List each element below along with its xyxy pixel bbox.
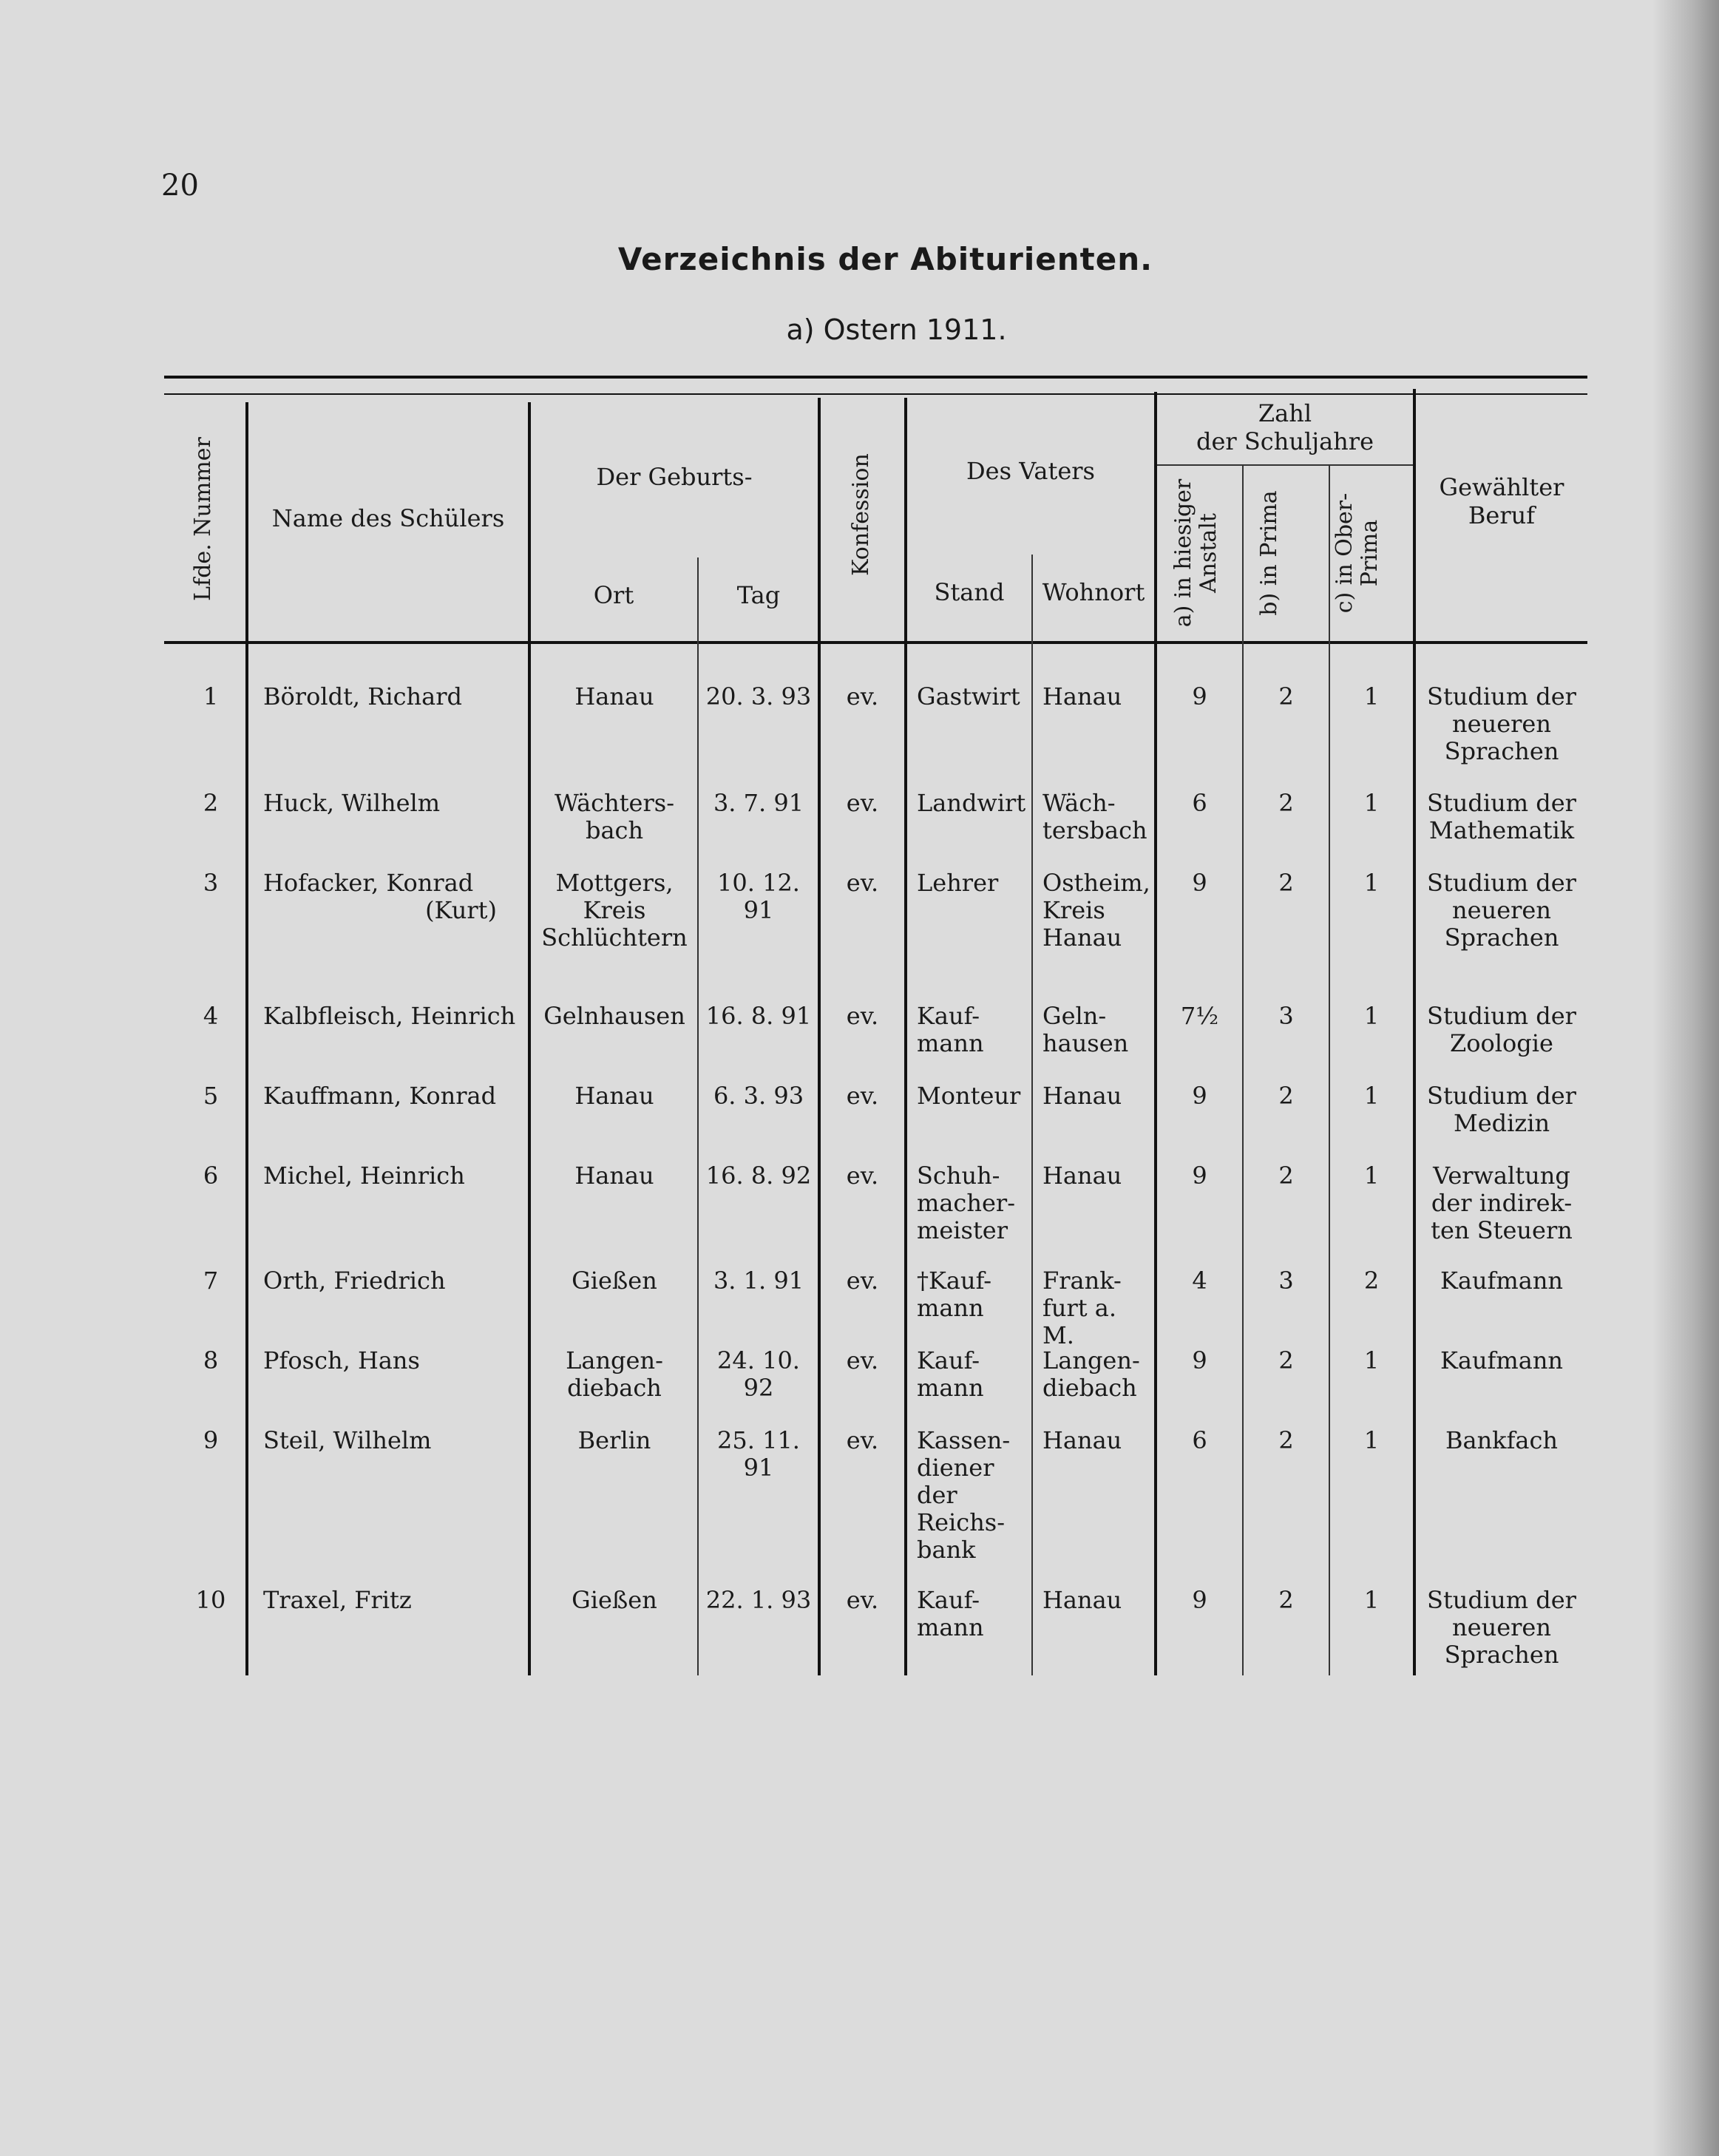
column-line	[245, 402, 248, 1675]
row-number: 1	[203, 682, 219, 711]
column-line	[1154, 392, 1157, 1675]
birth-date: 16. 8. 91	[705, 1002, 812, 1030]
father-residence: Hanau	[1042, 1586, 1122, 1614]
confession: ev.	[846, 869, 879, 897]
chosen-career: Studium der Zoologie	[1427, 1002, 1576, 1057]
birth-date: 20. 3. 93	[705, 682, 812, 711]
row-number: 6	[203, 1162, 219, 1190]
birth-date: 16. 8. 92	[705, 1162, 812, 1190]
father-residence: Hanau	[1042, 682, 1122, 711]
years-oberprima: 1	[1363, 1346, 1380, 1374]
years-prima: 2	[1278, 1426, 1294, 1454]
chosen-career: Kaufmann	[1440, 1346, 1564, 1374]
column-line	[697, 557, 699, 1675]
father-occupation: Gastwirt	[917, 682, 1020, 711]
years-prima: 2	[1278, 869, 1294, 897]
years-institution: 9	[1192, 1162, 1207, 1190]
father-occupation: †Kauf- mann	[917, 1267, 992, 1322]
birth-place: Wächters- bach	[554, 789, 675, 844]
father-residence: Hanau	[1042, 1082, 1122, 1110]
father-occupation: Kauf- mann	[917, 1346, 984, 1402]
student-name: Kalbfleisch, Heinrich	[263, 1002, 516, 1030]
father-occupation: Kauf- mann	[917, 1586, 984, 1641]
row-number: 4	[203, 1002, 219, 1030]
years-prima: 2	[1278, 1082, 1294, 1110]
years-institution: 9	[1192, 1082, 1207, 1110]
confession: ev.	[846, 1346, 879, 1374]
years-oberprima: 1	[1363, 1082, 1380, 1110]
column-line	[1329, 466, 1330, 1675]
years-prima: 2	[1278, 1346, 1294, 1374]
row-number: 3	[203, 869, 219, 897]
years-oberprima: 1	[1363, 1426, 1380, 1454]
student-name-line: (Kurt)	[425, 896, 497, 924]
years-institution: 9	[1192, 1346, 1207, 1374]
birth-place: Hanau	[574, 1082, 654, 1110]
father-occupation: Monteur	[917, 1082, 1021, 1110]
row-number: 8	[203, 1346, 219, 1374]
table-top-rule-thin	[164, 393, 1587, 395]
student-name: Orth, Friedrich	[263, 1267, 446, 1295]
header-konfession: Konfession	[848, 453, 874, 576]
confession: ev.	[846, 1082, 879, 1110]
section-subtitle: a) Ostern 1911.	[786, 313, 1007, 346]
birth-place: Langen- diebach	[566, 1346, 663, 1402]
student-name: Steil, Wilhelm	[263, 1426, 432, 1454]
header-zahl: Zahl der Schuljahre	[1196, 399, 1374, 455]
years-oberprima: 1	[1363, 682, 1380, 711]
father-residence: Hanau	[1042, 1426, 1122, 1454]
father-occupation: Lehrer	[917, 869, 999, 897]
birth-date: 25. 11. 91	[717, 1426, 800, 1482]
page-number: 20	[161, 169, 199, 203]
years-institution: 4	[1192, 1267, 1207, 1295]
header-lfd-nummer: Lfde. Nummer	[190, 437, 216, 601]
chosen-career: Studium der neueren Sprachen	[1427, 869, 1576, 952]
confession: ev.	[846, 1426, 879, 1454]
confession: ev.	[846, 682, 879, 711]
father-residence: Wäch- tersbach	[1042, 789, 1147, 844]
father-residence: Ostheim, Kreis Hanau	[1042, 869, 1150, 952]
row-number: 7	[203, 1267, 219, 1295]
chosen-career: Bankfach	[1445, 1426, 1559, 1454]
header-prima: b) in Prima	[1256, 490, 1282, 616]
years-oberprima: 1	[1363, 1002, 1380, 1030]
student-name: Traxel, Fritz	[263, 1586, 412, 1614]
birth-date: 3. 1. 91	[713, 1267, 804, 1295]
years-institution: 6	[1192, 1426, 1207, 1454]
years-institution: 7½	[1180, 1002, 1219, 1030]
birth-place: Gelnhausen	[543, 1002, 685, 1030]
years-oberprima: 1	[1363, 869, 1380, 897]
row-number: 2	[203, 789, 219, 817]
chosen-career: Studium der neueren Sprachen	[1427, 1586, 1576, 1669]
header-oberprima: c) in Ober- Prima	[1332, 492, 1383, 614]
years-institution: 6	[1192, 789, 1207, 817]
years-prima: 3	[1278, 1267, 1294, 1295]
father-residence: Langen- diebach	[1042, 1346, 1140, 1402]
confession: ev.	[846, 1586, 879, 1614]
chosen-career: Kaufmann	[1440, 1267, 1564, 1295]
header-name: Name des Schülers	[271, 504, 505, 532]
student-name: Huck, Wilhelm	[263, 789, 441, 817]
father-residence: Geln- hausen	[1042, 1002, 1129, 1057]
birth-date: 22. 1. 93	[705, 1586, 812, 1614]
student-name-line: Hofacker, Konrad	[263, 869, 474, 897]
confession: ev.	[846, 1162, 879, 1190]
birth-date: 24. 10. 92	[717, 1346, 800, 1402]
chosen-career: Studium der neueren Sprachen	[1427, 682, 1576, 765]
birth-place: Berlin	[577, 1426, 651, 1454]
column-line	[1242, 466, 1244, 1675]
header-wohnort: Wohnort	[1042, 578, 1145, 606]
father-occupation: Kassen- diener der Reichs- bank	[917, 1426, 1011, 1564]
header-anstalt: a) in hiesiger Anstalt	[1170, 478, 1221, 628]
header-vater: Des Vaters	[966, 457, 1095, 485]
header-tag: Tag	[736, 581, 781, 609]
years-institution: 9	[1192, 682, 1207, 711]
chosen-career: Studium der Mathematik	[1427, 789, 1576, 844]
confession: ev.	[846, 1002, 879, 1030]
years-oberprima: 1	[1363, 1162, 1380, 1190]
student-name: Böroldt, Richard	[263, 682, 462, 711]
birth-date: 6. 3. 93	[713, 1082, 804, 1110]
years-oberprima: 1	[1363, 1586, 1380, 1614]
father-occupation: Landwirt	[917, 789, 1026, 817]
years-oberprima: 2	[1363, 1267, 1380, 1295]
column-line	[818, 398, 821, 1675]
years-oberprima: 1	[1363, 789, 1380, 817]
birth-place: Hanau	[574, 1162, 654, 1190]
years-prima: 2	[1278, 1162, 1294, 1190]
header-ort: Ort	[593, 581, 634, 609]
father-residence: Hanau	[1042, 1162, 1122, 1190]
birth-place: Gießen	[572, 1267, 657, 1295]
student-name: Michel, Heinrich	[263, 1162, 465, 1190]
birth-place: Gießen	[572, 1586, 657, 1614]
birth-date: 3. 7. 91	[713, 789, 804, 817]
chosen-career: Verwaltung der indirek- ten Steuern	[1431, 1162, 1573, 1244]
birth-place: Mottgers, Kreis Schlüchtern	[541, 869, 688, 952]
row-number: 5	[203, 1082, 219, 1110]
header-stand: Stand	[934, 578, 1005, 606]
chosen-career: Studium der Medizin	[1427, 1082, 1576, 1137]
header-geburt: Der Geburts-	[596, 463, 753, 491]
years-institution: 9	[1192, 1586, 1207, 1614]
table-top-rule	[164, 376, 1587, 379]
page-title: Verzeichnis der Abiturienten.	[617, 241, 1153, 277]
years-prima: 2	[1278, 789, 1294, 817]
years-prima: 2	[1278, 682, 1294, 711]
column-line	[1031, 555, 1033, 1675]
father-occupation: Kauf- mann	[917, 1002, 984, 1057]
years-prima: 2	[1278, 1586, 1294, 1614]
confession: ev.	[846, 1267, 879, 1295]
father-residence: Frank- furt a. M.	[1042, 1267, 1122, 1349]
years-prima: 3	[1278, 1002, 1294, 1030]
confession: ev.	[846, 789, 879, 817]
birth-date: 10. 12. 91	[717, 869, 800, 924]
years-institution: 9	[1192, 869, 1207, 897]
student-name: Kauffmann, Konrad	[263, 1082, 497, 1110]
father-occupation: Schuh- macher- meister	[917, 1162, 1015, 1244]
header-beruf: Gewählter Beruf	[1439, 473, 1564, 529]
student-name: Pfosch, Hans	[263, 1346, 420, 1374]
row-number: 10	[195, 1586, 226, 1614]
student-name	[263, 869, 526, 924]
row-number: 9	[203, 1426, 219, 1454]
birth-place: Hanau	[574, 682, 654, 711]
